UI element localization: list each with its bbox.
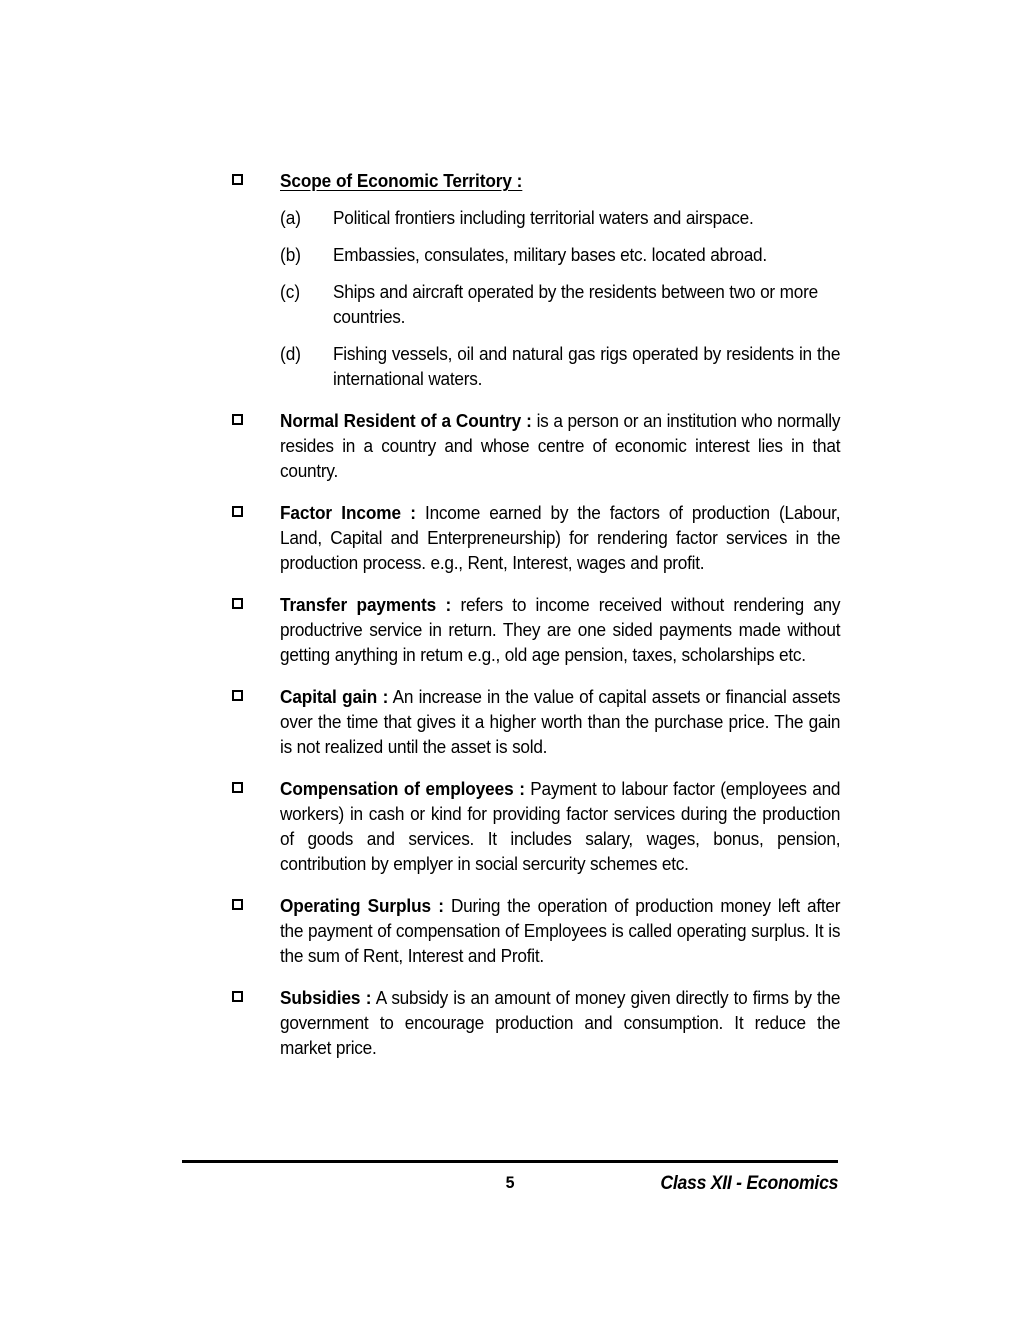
entry-term: Scope of Economic Territory : xyxy=(280,170,523,191)
entry-term: Factor Income : xyxy=(280,502,416,523)
sublist-text: Embassies, consulates, military bases etc. located abroad. xyxy=(333,244,767,265)
glossary-entry xyxy=(228,985,840,1060)
hollow-square-bullet-icon xyxy=(232,899,243,910)
entry-definition: Payment to labour factor (employees and workers) in cash or kind for providing factor services during the production of goods and services. It includes salary, wages, bonus, pension, contribution by emplyer in social sercurity schemes etc. xyxy=(280,778,841,874)
hollow-square-bullet-icon xyxy=(232,414,243,425)
glossary-entry xyxy=(228,168,840,391)
glossary-entry xyxy=(228,893,840,968)
entry-definition: During the operation of production money left after the payment of compensation of Employees is called operating surplus. It is the sum of Rent, Interest and Profit. xyxy=(280,895,841,966)
entry-body xyxy=(280,776,840,876)
footer-divider xyxy=(182,1160,838,1163)
entry-definition: A subsidy is an amount of money given directly to firms by the government to encourage production and consumption. It reduce the market price. xyxy=(280,987,841,1058)
sublist-item xyxy=(280,205,840,230)
entry-term: Subsidies : xyxy=(280,987,372,1008)
entry-term: Normal Resident of a Country : xyxy=(280,410,532,431)
glossary-entry xyxy=(228,500,840,575)
hollow-square-bullet-icon xyxy=(232,506,243,517)
footer-row xyxy=(182,1173,838,1203)
sublist-label: (b) xyxy=(280,244,302,265)
entry-term: Compensation of employees : xyxy=(280,778,525,799)
glossary-entry xyxy=(228,592,840,667)
page-footer xyxy=(182,1160,838,1203)
glossary-entry xyxy=(228,684,840,759)
entry-term: Capital gain : xyxy=(280,686,389,707)
entry-term: Transfer payments : xyxy=(280,594,452,615)
entry-body xyxy=(280,985,840,1060)
glossary-entry xyxy=(228,408,840,483)
hollow-square-bullet-icon xyxy=(232,991,243,1002)
entry-body xyxy=(280,500,840,575)
sublist-item xyxy=(280,341,840,391)
notes-content xyxy=(228,168,840,1060)
hollow-square-bullet-icon xyxy=(232,174,243,185)
glossary-entry xyxy=(228,776,840,876)
lettered-sublist xyxy=(280,205,840,391)
entry-term: Operating Surplus : xyxy=(280,895,444,916)
entry-heading xyxy=(280,168,840,193)
entry-definition: refers to income received without rendering any productrive service in return. They are one sided payments made without getting anything in retum e.g., old age pension, taxes, scholarships etc. xyxy=(280,594,841,665)
entry-body xyxy=(280,893,840,968)
sublist-item xyxy=(280,242,840,267)
entry-body xyxy=(280,592,840,667)
hollow-square-bullet-icon xyxy=(232,782,243,793)
entry-definition: Income earned by the factors of production (Labour, Land, Capital and Enterpreneurship) for rendering factor services in the production process. e.g., Rent, Interest, wages and profit. xyxy=(280,502,841,573)
hollow-square-bullet-icon xyxy=(232,598,243,609)
sublist-text: Fishing vessels, oil and natural gas rigs operated by residents in the international waters. xyxy=(333,343,841,389)
sublist-label: (a) xyxy=(280,207,302,228)
entry-body xyxy=(280,408,840,483)
sublist-text: Political frontiers including territorial waters and airspace. xyxy=(333,207,754,228)
entry-definition: An increase in the value of capital assets or financial assets over the time that gives it a higher worth than the purchase price. The gain is not realized until the asset is sold. xyxy=(280,686,841,757)
sublist-label: (c) xyxy=(280,281,301,302)
entry-definition: is a person or an institution who normally resides in a country and whose centre of economic interest lies in that country. xyxy=(280,410,841,481)
hollow-square-bullet-icon xyxy=(232,690,243,701)
sublist-label: (d) xyxy=(280,343,302,364)
footer-book-title: Class XII - Economics xyxy=(660,1173,838,1194)
page-number: 5 xyxy=(505,1173,515,1192)
entry-body xyxy=(280,684,840,759)
sublist-item xyxy=(280,279,840,329)
sublist-text: Ships and aircraft operated by the residents between two or more countries. xyxy=(333,281,818,327)
